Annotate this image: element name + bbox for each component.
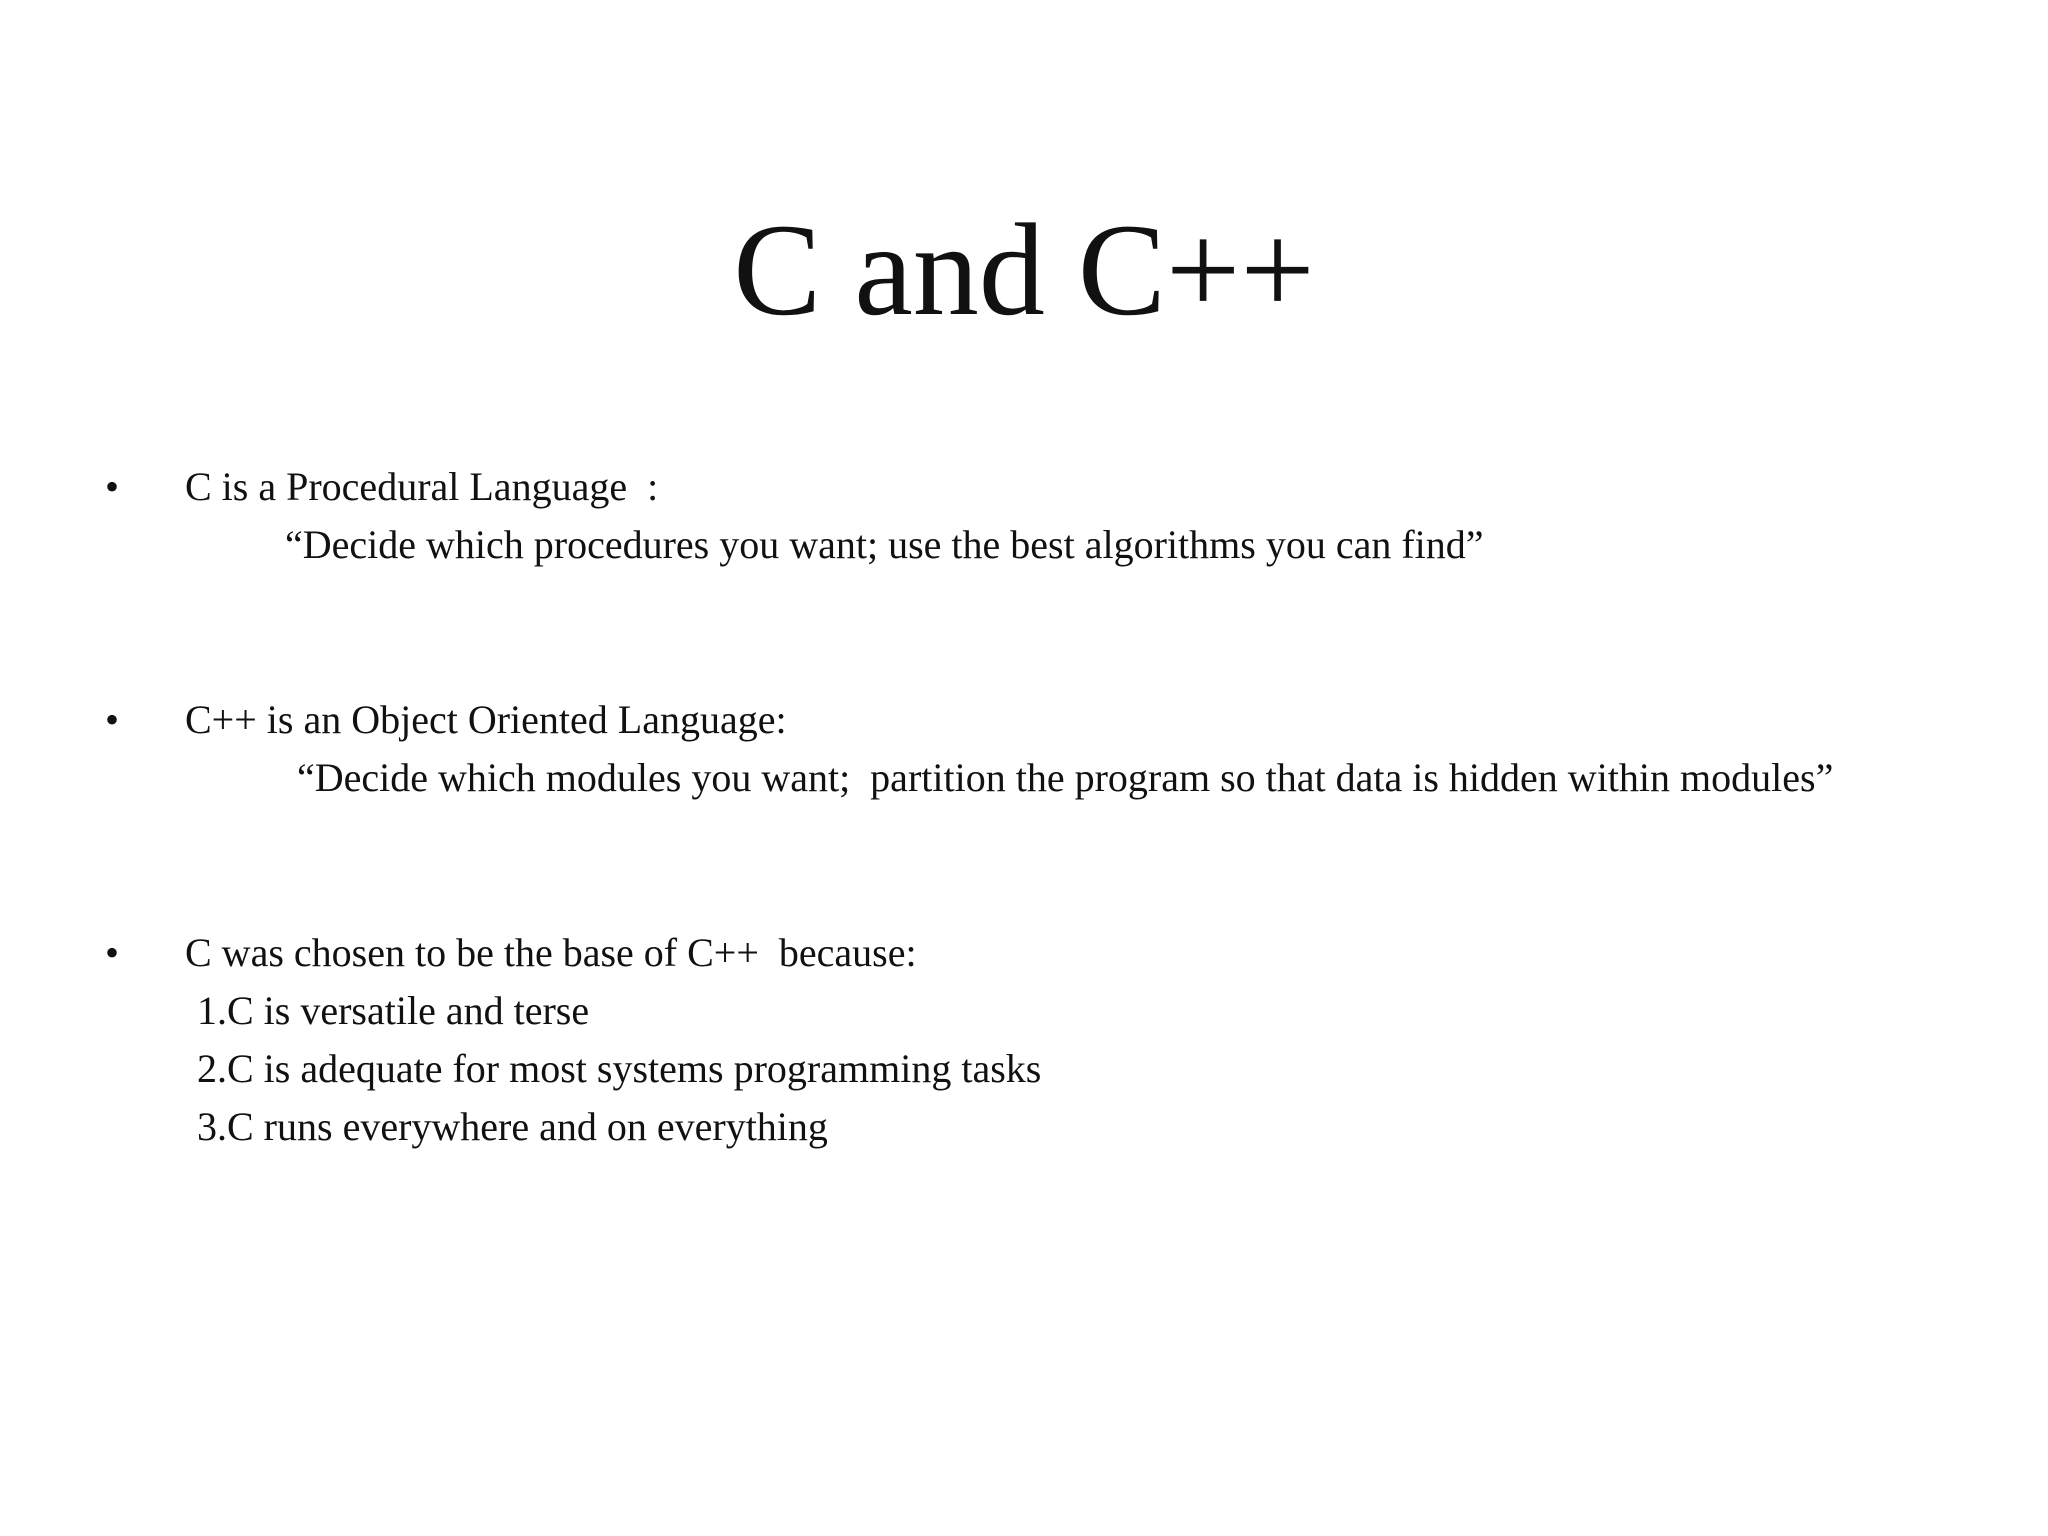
slide-title: C and C++ [733, 196, 1315, 343]
point-2-heading: C++ is an Object Oriented Language: [185, 697, 787, 742]
reason-item: 1.C is versatile and terse [197, 988, 590, 1033]
point-1-quote: “Decide which procedures you want; use the best algorithms you can find” [285, 522, 1484, 567]
point-1-heading: C is a Procedural Language : [185, 464, 659, 509]
point-3-heading: C was chosen to be the base of C++ because: [185, 930, 917, 975]
reason-item: 3.C runs everywhere and on everything [197, 1104, 828, 1149]
bullet-icon: • [105, 464, 120, 509]
bullet-icon: • [105, 697, 120, 742]
reason-item: 2.C is adequate for most systems programming tasks [197, 1046, 1042, 1091]
bullet-icon: • [105, 930, 120, 975]
point-2-quote: “Decide which modules you want; partition the program so that data is hidden within modules” [297, 755, 1834, 800]
